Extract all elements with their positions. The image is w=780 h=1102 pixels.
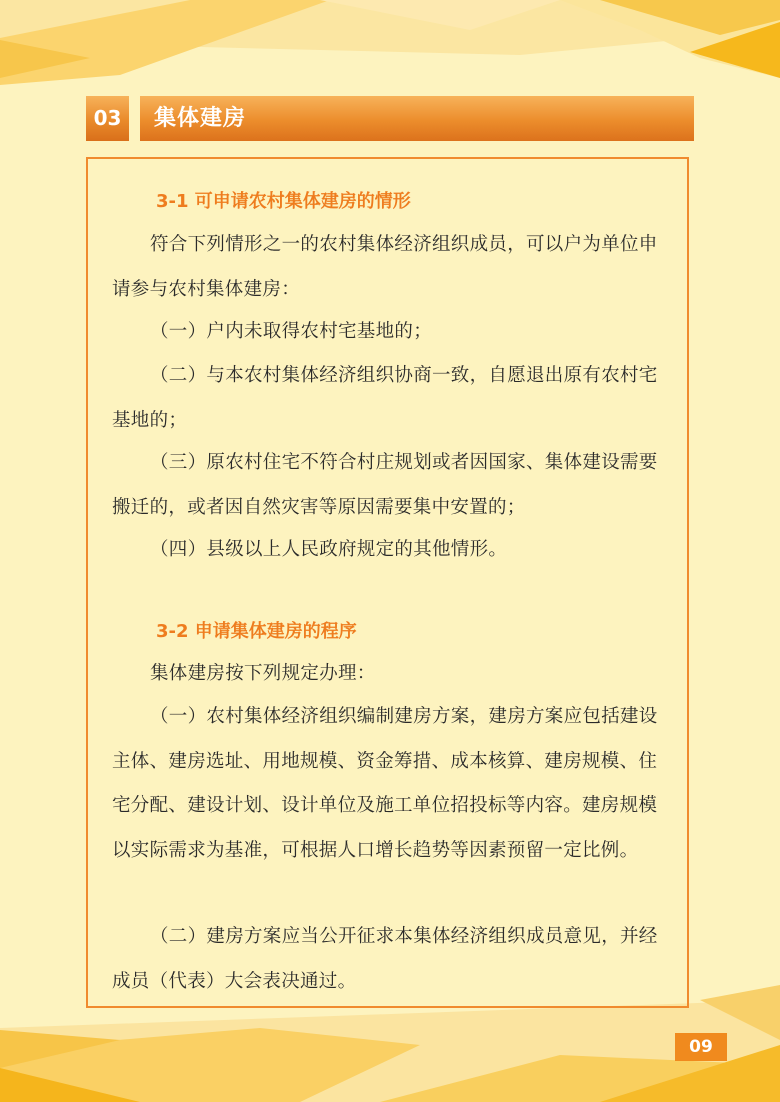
paragraph: （三）原农村住宅不符合村庄规划或者因国家、集体建设需要搬迁的，或者因自然灾害等原因需要集中安置的； <box>112 452 658 518</box>
paragraph: （四）县级以上人民政府规定的其他情形。 <box>150 539 508 560</box>
page-number: 09 <box>675 1033 727 1061</box>
paragraph: 集体建房按下列规定办理： <box>150 663 376 684</box>
paragraph: （二）与本农村集体经济组织协商一致，自愿退出原有农村宅基地的； <box>112 365 658 431</box>
section-number: 03 <box>86 96 129 141</box>
subsection-heading-3-1: 3-1 可申请农村集体建房的情形 <box>156 191 411 212</box>
paragraph: （二）建房方案应当公开征求本集体经济组织成员意见，并经成员（代表）大会表决通过。 <box>112 926 658 992</box>
paragraph: 符合下列情形之一的农村集体经济组织成员，可以户为单位申请参与农村集体建房： <box>112 234 658 300</box>
section-title: 集体建房 <box>154 106 247 131</box>
subsection-heading-3-2: 3-2 申请集体建房的程序 <box>156 621 357 642</box>
section-header-bar <box>140 96 694 141</box>
paragraph: （一）农村集体经济组织编制建房方案，建房方案应包括建设主体、建房选址、用地规模、资金筹措、成本核算、建房规模、住宅分配、建设计划、设计单位及施工单位招投标等内容。建房规模以实际需求为基准，可根据人口增长趋势等因素预留一定比例。 <box>112 706 658 861</box>
paragraph: （一）户内未取得农村宅基地的； <box>150 321 433 342</box>
